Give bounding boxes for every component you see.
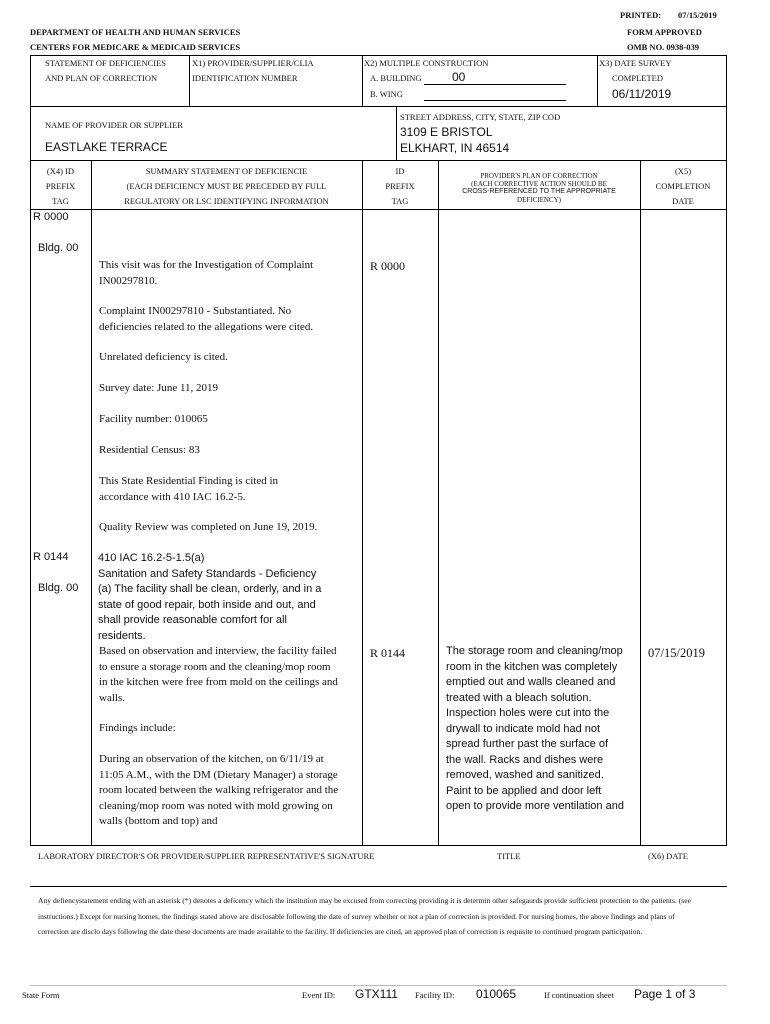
event-id: GTX111 <box>355 987 398 1001</box>
survey-date: 06/11/2019 <box>612 87 672 101</box>
id-header-1: ID <box>395 166 405 176</box>
summary-header-3: REGULATORY OR LSC IDENTIFYING INFORMATION <box>124 196 329 206</box>
facility-id-label: Facility ID: <box>415 990 455 1000</box>
id-tag-r0000: R 0000 <box>370 259 406 273</box>
facility-number-paragraph: Facility number: 010065 <box>99 413 208 425</box>
date-survey-label-1: X3) DATE SURVEY <box>599 58 672 68</box>
x5-header-2: COMPLETION <box>655 181 711 191</box>
id-tag-r0144: R 0144 <box>370 646 406 660</box>
printed-label: PRINTED: <box>620 10 662 20</box>
bldg-label-1: Bldg. 00 <box>38 242 79 254</box>
provider-id-label-1: X1) PROVIDER/SUPPLIER/CLIA <box>192 58 314 68</box>
provider-name-label: NAME OF PROVIDER OR SUPPLIER <box>45 120 183 130</box>
disclaimer-text: Any defiencystatement ending with an asterisk (*) denotes a deficency which the institution may be excused from correcting providing it is determin other safegaurds provide sufficient protection to the patients. (see instructions.) Except for nursing homes, the findings stated above are disclosable following the date of survey whether or not a plan of correction is provided. For nursing homes, the above findings and plans of correction are disclo days following the date these documents are made available to the facility. If deficiencies are cited, an approved plan of correction is requisite to continued program participation. <box>38 896 691 937</box>
state-form-label: State Form <box>22 990 60 1000</box>
facility-id: 010065 <box>476 987 517 1001</box>
quality-review-paragraph: Quality Review was completed on June 19, 2019. <box>99 521 318 533</box>
census-paragraph: Residential Census: 83 <box>99 444 200 456</box>
id-header-2: PREFIX <box>385 181 415 191</box>
address-line-2: ELKHART, IN 46514 <box>400 141 510 155</box>
continuation-label: If continuation sheet <box>544 990 614 1000</box>
x4-header-3: TAG <box>52 196 69 206</box>
plan-header-1: PROVIDER'S PLAN OF CORRECTION <box>480 172 598 180</box>
x4-header-2: PREFIX <box>45 181 76 191</box>
signature-label: LABORATORY DIRECTOR'S OR PROVIDER/SUPPLIER REPRESENTATIVE'S SIGNATURE <box>38 851 375 861</box>
complaint-paragraph: Complaint IN00297810 - Substantiated. No deficiencies related to the allegations were cited. <box>99 305 314 333</box>
tag-r0000: R 0000 <box>33 211 69 223</box>
x5-header-1: (X5) <box>674 166 692 176</box>
summary-header-1: SUMMARY STATEMENT OF DEFICIENCIE <box>145 166 308 176</box>
date-survey-label-2: COMPLETED <box>612 73 663 83</box>
page-number: Page 1 of 3 <box>634 987 696 1001</box>
bldg-label-2: Bldg. 00 <box>38 582 79 594</box>
form-approved: FORM APPROVED <box>627 27 702 37</box>
statement-label-1: STATEMENT OF DEFICIENCIES <box>45 58 167 68</box>
x4-header-1: (X4) ID <box>46 166 75 176</box>
omb-number: OMB NO. 0938-039 <box>627 42 700 52</box>
plan-of-correction-text: The storage room and cleaning/mop room in the kitchen was completely emptied out and walls cleaned and treated with a bleach solution. Inspection holes were cut into the drywall to indicate mold had not spread further past the surface of the wall. Racks and dishes were removed, washed and sanitized. Paint to be applied and door left open to provide more ventilation and <box>446 645 624 812</box>
x6-date-label: (X6) DATE <box>648 851 688 861</box>
address-label: STREET ADDRESS, CITY, STATE, ZIP COD <box>400 112 561 122</box>
building-label: A. BUILDING <box>370 73 422 83</box>
state-finding-paragraph: This State Residential Finding is cited in accordance with 410 IAC 16.2-5. <box>99 475 279 503</box>
kitchen-observation-paragraph: During an observation of the kitchen, on 6/11/19 at 11:05 A.M., with the DM (Dietary Manager) a storage room located between the walking refrigerator and the cleaning/mop room was noted with mold growing on walls (bottom and top) and <box>99 753 339 827</box>
statement-label-2: AND PLAN OF CORRECTION <box>45 73 158 83</box>
id-header-3: TAG <box>391 196 409 206</box>
title-label: TITLE <box>497 851 521 861</box>
plan-header-3: CROSS-REFERENCED TO THE APPROPRIATE <box>462 188 616 195</box>
provider-name: EASTLAKE TERRACE <box>45 140 168 154</box>
visit-paragraph: This visit was for the Investigation of Complaint IN00297810. <box>99 259 314 287</box>
unrelated-paragraph: Unrelated deficiency is cited. <box>99 351 228 363</box>
address-line-1: 3109 E BRISTOL <box>400 125 493 139</box>
findings-label: Findings include: <box>99 722 176 734</box>
centers-title: CENTERS FOR MEDICARE & MEDICAID SERVICES <box>30 42 241 52</box>
completion-date: 07/15/2019 <box>648 646 705 660</box>
dept-title: DEPARTMENT OF HEALTH AND HUMAN SERVICES <box>30 27 241 37</box>
x5-header-3: DATE <box>672 196 694 206</box>
survey-date-paragraph: Survey date: June 11, 2019 <box>99 382 219 394</box>
plan-header-2: (EACH CORRECTIVE ACTION SHOULD BE <box>471 180 607 188</box>
summary-header-2: (EACH DEFICIENCY MUST BE PRECEDED BY FULL <box>126 181 327 191</box>
building-value: 00 <box>452 70 466 84</box>
printed-date: 07/15/2019 <box>678 10 717 20</box>
plan-header-4: DEFICIENCY) <box>517 196 561 204</box>
wing-label: B. WING <box>370 89 403 99</box>
provider-id-label-2: IDENTIFICATION NUMBER <box>192 73 298 83</box>
tag-r0144: R 0144 <box>33 551 69 563</box>
event-id-label: Event ID: <box>302 990 336 1000</box>
regulation-text: 410 IAC 16.2-5-1.5(a) Sanitation and Safety Standards - Deficiency (a) The facility shall be clean, orderly, and in a state of good repair, both inside and out, and shall provide reasonable comfort for all residents. <box>98 552 322 642</box>
observation-paragraph: Based on observation and interview, the facility failed to ensure a storage room and the cleaning/mop room in the kitchen were free from mold on the ceilings and walls. <box>99 645 338 704</box>
multiple-construction-label: X2) MULTIPLE CONSTRUCTION <box>364 58 489 68</box>
